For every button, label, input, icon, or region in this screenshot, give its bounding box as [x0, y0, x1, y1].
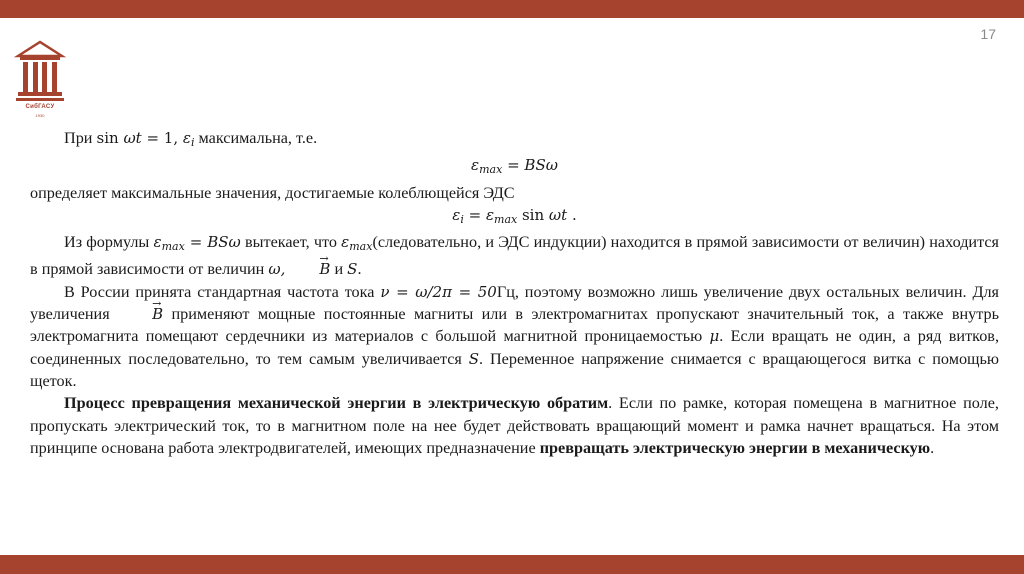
formula-emf-instant: $\varepsilon_i = \varepsilon_{max}$ sin ωt .: [452, 205, 577, 226]
paragraph-intro: При sin ωt = 1, $\varepsilon_i$ максимальна, т.е.: [64, 129, 318, 149]
paragraph-reversibility: Процесс превращения механической энергии в электрическую обратим. Если по рамке, которая помещена в магнитное поле, пропускать электрический ток, то в магнитном поле на нее будет действовать вращающий момент и рамка начнет вращаться. На этом принципе основана работа электродвигателей, имеющих предназначение превращать электрическую энергии в механическую.: [30, 394, 999, 457]
paragraph-frequency: В России принята стандартная частота тока ν = ω/2π = 50Гц, поэтому возможно лишь увеличение двух остальных величин. Для увеличения → B применяют мощные постоянные магниты или в электромагнитах пропускают значительный ток, а также внутрь электромагнита помещают сердечники из материалов с большой магнитной проницаемостью μ. Если вращать не один, а ряд витков, соединенных последовательно, то тем самым увеличивается S. Переменное напряжение снимается с вращающегося витка с помощью щеток.: [30, 281, 999, 392]
formula-emf-max: $\varepsilon_{max} = BS\omega$: [471, 156, 558, 177]
top-accent-bar: [0, 0, 1024, 18]
bottom-accent-bar: [0, 555, 1024, 574]
slide-body: [30, 127, 999, 459]
paragraph-dependency: Из формулы $\varepsilon_{max} = BS\omega$ вытекает, что $\varepsilon_{max}(следовательно$, и ЭДС индукции) находится в прямой зависимости от величин) находится в прямой зависимости от величин ω,→ B и S.: [30, 231, 999, 281]
paragraph-definition: определяет максимальные значения, достигаемые колеблющейся ЭДС: [30, 183, 515, 202]
university-logo-icon: [14, 34, 66, 114]
page-number: 17: [980, 26, 996, 42]
logo-caption: СибГАСУ: [25, 104, 55, 110]
logo-year: 1930: [35, 113, 45, 118]
